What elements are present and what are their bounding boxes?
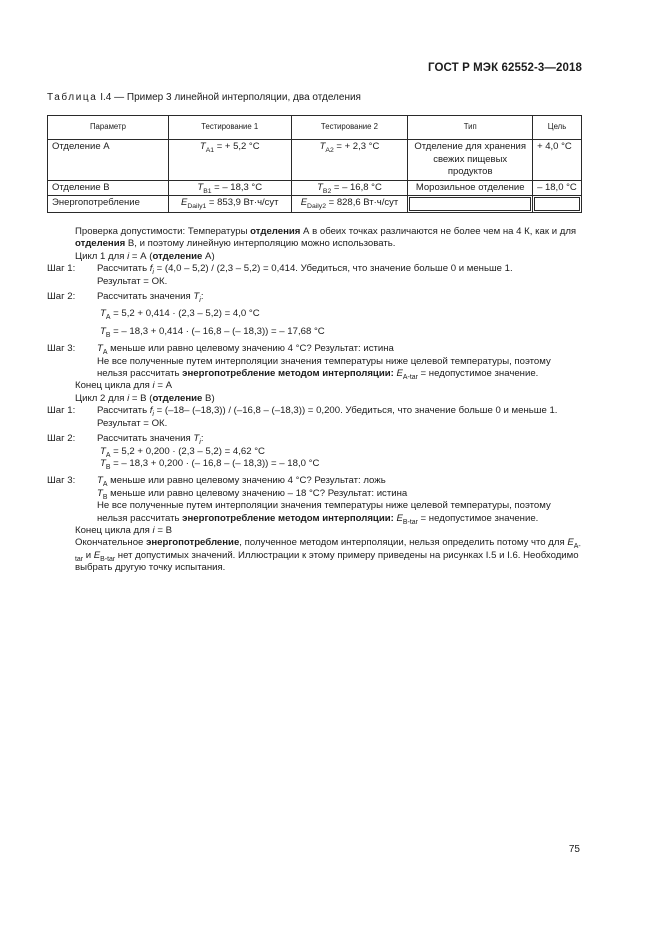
cycle2-step3: Шаг 3: $T_A$ меньше или равно целевому значению 4 °С? Результат: ложь $T_B$ меньше или равно целевому значению – 18 °С? Результат: истина Не все полученные путем интерполяции значения температуры ниже целевой температуры, поэтому нельзя рассчитать энергопотребление методом интерполяции: $E_{B-tar}$ = недопустимое значение. [47,475,551,526]
column-header: Тестирование 2 [291,116,408,140]
type-cell: Отделение для хранения свежих пищевых продуктов [408,140,533,181]
cycle1-step3: Шаг 3: $T_A$ меньше или равно целевому значению 4 °С? Результат: истина Не все полученные путем интерполяции значения температуры ниже целевой температуры, поэтому нельзя рассчитать энергопотребление методом интерполяции: $E_{A-tar}$ = недопустимое значение. [47,343,551,382]
column-header: Тестирование 1 [168,116,291,140]
table-row [48,140,582,181]
cycle1-end: Конец цикла для i = А [75,380,173,392]
cycle2-step2: Шаг 2: Рассчитать значения $T_i$: $T_A = 5,2 + 0,200 \cdot (2,3 - 5,2) = 4,62$ °С $T_B$ = – 18,3 + 0,200 · (– 16,8 – (– 18,3)) = – 18,0 °С [47,433,320,471]
param-cell: Отделение А [48,140,169,181]
validity-paragraph: Проверка допустимости: Температуры отделения А в обеих точках различаются не более чем на 4 К, как и для отделения В, и поэтому линейную интерполяцию можно использовать. [75,226,577,250]
target-cell [533,196,582,213]
test2-cell: $T_{A2}$ = + 2,3 °С [291,140,408,181]
param-cell: Отделение В [48,180,169,196]
type-cell: Морозильное отделение [408,180,533,196]
column-header: Цель [533,116,582,140]
target-cell: – 18,0 °С [533,180,582,196]
test1-cell: $T_{A1}$ = + 5,2 °С [168,140,291,181]
column-header: Тип [408,116,533,140]
cycle2-step1: Шаг 1: Рассчитать $f_i = (-18-$ (–18,3)) / (–16,8 – (–18,3)) = 0,200. Убедиться, что значение больше 0 и меньше 1. Результат = ОК. [47,405,558,429]
empty-box [534,197,580,211]
table-row [48,180,582,196]
table-header-row [48,116,582,140]
test2-cell: $E_{Daily2} = 828,6$ Вт·ч/сут [291,196,408,213]
cycle2-end: Конец цикла для i = В [75,524,173,536]
page-number: 75 [568,844,580,855]
cycle1-step2: Шаг 2: Рассчитать значения $T_i$: $T_A = 5,2 + 0,414 \cdot (2,3 - 5,2) = 4,0$ °С $T_B$ = – 18,3 + 0,414 · (– 16,8 – (– 18,3)) = – 17,68 °С [47,291,325,339]
table-caption [47,92,361,103]
test1-cell: $T_{B1}$ = – 18,3 °С [168,180,291,196]
conclusion-paragraph: Окончательное энергопотребление, полученное методом интерполяции, нельзя определить потому что для $E_{A-tar}$ и $E_{B-tar}$ нет допустимых значений. Иллюстрации к этому примеру приведены на рисунках I.5 и I.6. Необходимо выбрать другую точку испытания. [75,537,581,574]
empty-box [409,197,531,211]
column-header: Параметр [48,116,169,140]
test1-cell: $E_{Daily1} = 853,9$ Вт·ч/сут [168,196,291,213]
table-caption-text: I.4 — Пример 3 линейной интерполяции, два отделения [97,92,361,103]
interpolation-table [47,115,582,213]
cycle2-heading: Цикл 2 для i = В (отделение В) [75,392,215,404]
param-cell: Энергопотребление [48,196,169,213]
cycle1-step1: Шаг 1: Рассчитать $f_i = (4,0 - 5,2) / (2,3 - 5,2) = 0,414$. Убедиться, что значение больше 0 и меньше 1. Результат = ОК. [47,263,513,287]
standard-header: ГОСТ Р МЭК 62552-3—2018 [428,62,582,74]
type-cell [408,196,533,213]
body-text [47,226,582,575]
target-cell: + 4,0 °С [533,140,582,181]
table-caption-prefix: Таблица [47,92,98,103]
cycle1-heading: Цикл 1 для i = А (отделение А) [75,250,215,262]
test2-cell: $T_{B2}$ = – 16,8 °С [291,180,408,196]
table-row [48,196,582,213]
